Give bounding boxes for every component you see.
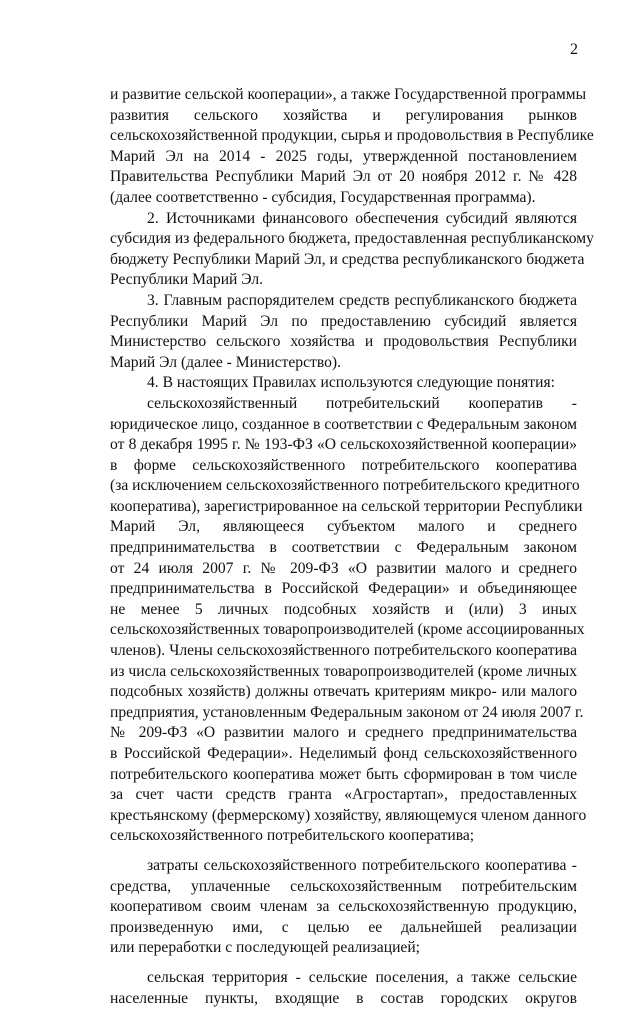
text-line: 4. В настоящих Правилах используются следующие понятия: — [147, 374, 555, 392]
text-line: 2. Источниками финансового обеспечения субсидий являются — [147, 209, 577, 227]
text-line: Правительства Республики Марий Эл от 20 ноября 2012 г. № 428 — [110, 168, 577, 186]
text-line: № 209-ФЗ «О развитии малого и среднего предпринимательства — [110, 724, 577, 742]
paragraph-definition-cooperative — [110, 394, 587, 847]
text-line: субсидия из федерального бюджета, предоставленная республиканскому — [110, 230, 594, 248]
text-line: не менее 5 личных подсобных хозяйств и (или) 3 иных — [110, 600, 577, 618]
text-line: предпринимательства в соответствии с Федеральным законом — [110, 539, 577, 557]
text-line: сельскохозяйственных товаропроизводителей (кроме ассоциированных — [110, 621, 585, 639]
text-line: от 8 декабря 1995 г. № 193-ФЗ «О сельскохозяйственной кооперации» — [110, 436, 577, 454]
paragraph-2-funding-sources — [110, 209, 594, 291]
paragraph-spacing — [110, 847, 577, 856]
text-line: средства, уплаченные сельскохозяйственным потребительским — [110, 877, 577, 895]
text-line: подсобных хозяйств) должны отвечать критериям микро- или малого — [110, 683, 577, 701]
text-line: (далее соответственно - субсидия, Государственная программа). — [110, 188, 536, 206]
text-line: затраты сельскохозяйственного потребительского кооператива - — [147, 856, 577, 874]
text-line: сельская территория - сельские поселения, а также сельские — [147, 968, 577, 986]
text-line: сельскохозяйственный потребительский кооператив - — [147, 394, 577, 412]
text-line: крестьянскому (фермерскому) хозяйству, являющемуся членом данного — [110, 806, 587, 824]
text-line: сельскохозяйственной продукции, сырья и продовольствия в Республике — [110, 127, 594, 145]
text-line: (за исключением сельскохозяйственного потребительского кредитного — [110, 477, 580, 495]
text-line: и развитие сельской кооперации», а также Государственной программы — [110, 86, 587, 103]
text-line: Республики Марий Эл. — [110, 271, 264, 289]
paragraph-spacing — [110, 959, 577, 968]
text-line: бюджету Республики Марий Эл, и средства республиканского бюджета — [110, 250, 585, 268]
document-body — [110, 85, 594, 1009]
text-line: 3. Главным распорядителем средств республиканского бюджета — [147, 291, 577, 309]
paragraph-intro-continuation — [110, 85, 594, 209]
text-line: в форме сельскохозяйственного потребительского кооператива — [110, 456, 577, 474]
paragraph-definition-costs — [110, 856, 577, 959]
text-line: населенные пункты, входящие в состав городских округов — [110, 989, 577, 1007]
text-line: произведенную ими, с целью ее дальнейшей реализации — [110, 918, 577, 936]
text-line: развития сельского хозяйства и регулирования рынков — [110, 106, 577, 124]
text-line: потребительского кооператива может быть сформирован в том числе — [110, 765, 577, 783]
text-line: сельскохозяйственного потребительского кооператива; — [110, 827, 475, 845]
page-number: 2 — [570, 41, 578, 58]
text-line: Марий Эл (далее - Министерство). — [110, 353, 341, 371]
paragraph-3-chief-administrator — [110, 291, 577, 373]
text-line: за счет части средств гранта «Агростартап», предоставленных — [110, 786, 577, 804]
text-line: членов). Члены сельскохозяйственного потребительского кооператива — [110, 642, 577, 660]
text-line: Министерство сельского хозяйства и продовольствия Республики — [110, 333, 577, 351]
text-line: в Российской Федерации». Неделимый фонд сельскохозяйственного — [110, 745, 577, 762]
text-line: кооперативом своим членам за сельскохозяйственную продукцию, — [110, 898, 577, 916]
text-line: Марий Эл, являющееся субъектом малого и среднего — [110, 518, 577, 536]
text-line: от 24 июля 2007 г. № 209-ФЗ «О развитии малого и среднего — [110, 559, 577, 577]
text-line: Республики Марий Эл по предоставлению субсидий является — [110, 312, 577, 330]
text-line: или переработки с последующей реализацией; — [110, 939, 421, 957]
paragraph-4-definitions-intro — [110, 373, 577, 394]
text-line: из числа сельскохозяйственных товаропроизводителей (кроме личных — [110, 662, 578, 680]
text-line: Марий Эл на 2014 - 2025 годы, утвержденной постановлением — [110, 147, 577, 165]
text-line: предприятия, установленным Федеральным законом от 24 июля 2007 г. — [110, 703, 584, 721]
text-line: юридическое лицо, созданное в соответствии с Федеральным законом — [110, 415, 577, 433]
text-line: предпринимательства в Российской Федерации» и объединяющее — [110, 580, 577, 598]
text-line: кооператива), зарегистрированное на сельской территории Республики — [110, 497, 583, 515]
paragraph-definition-rural-territory — [110, 968, 577, 1009]
